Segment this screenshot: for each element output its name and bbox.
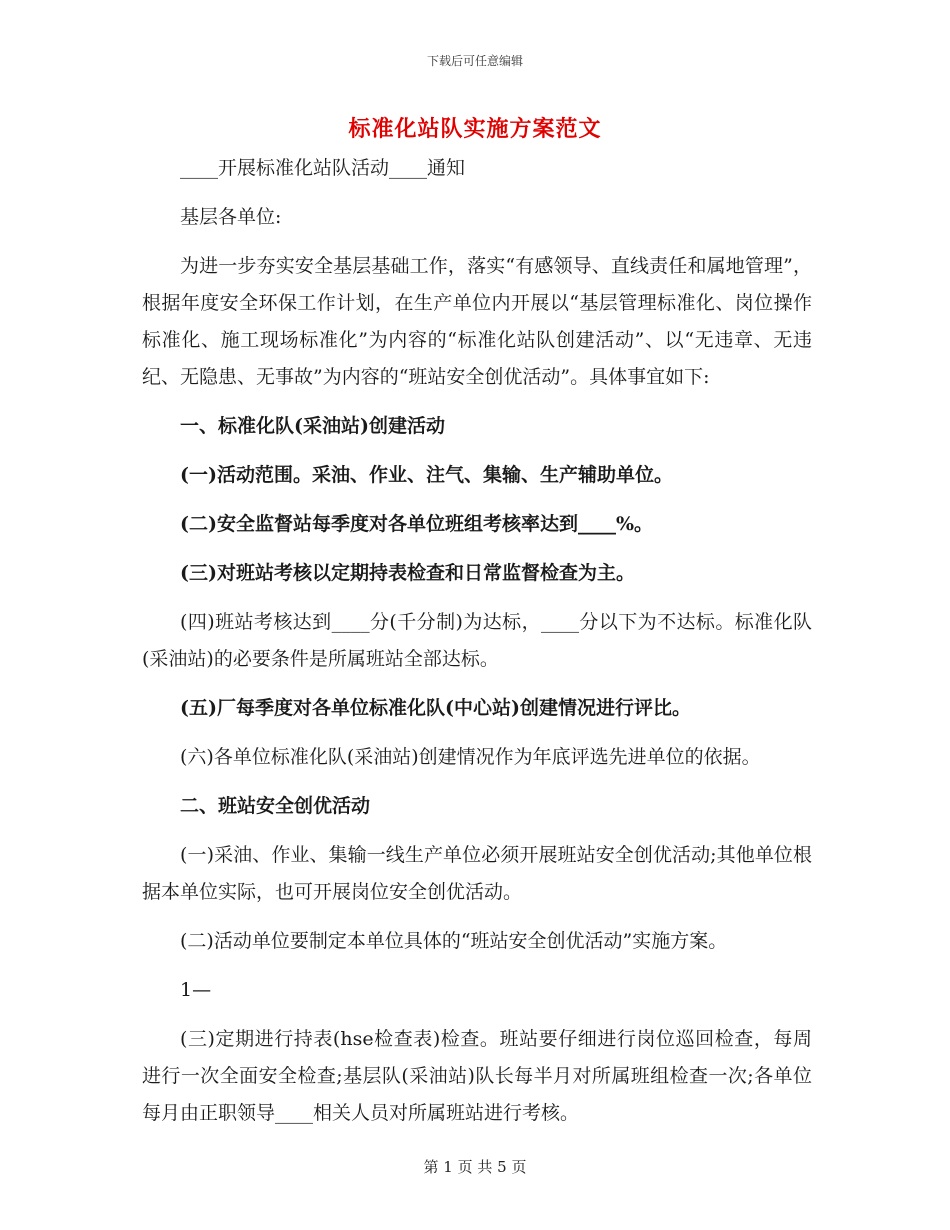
item-1-1: (一)活动范围。采油、作业、注气、集输、生产辅助单位。 [180,464,673,486]
item-1-3: (三)对班站考核以定期持表检查和日常监督检查为主。 [180,562,635,584]
document-body [142,150,812,1132]
item-2-2: (二)活动单位要制定本单位具体的“班站安全创优活动”实施方案。 [180,930,728,952]
intro-paragraph: 为进一步夯实安全基层基础工作，落实“有感领导、直线责任和属地管理”，根据年度安全环保工作计划，在生产单位内开展以“基层管理标准化、岗位操作标准化、施工现场标准化”为内容的“标准化站队创建活动”、以“无违章、无违纪、无隐患、无事故”为内容的“班站安全创优活动”。具体事宜如下: [142,255,812,388]
page-footer: 第 1 页 共 5 页 [423,1158,527,1176]
item-2-3: (三)定期进行持表(hse检查表)检查。班站要仔细进行岗位巡回检查，每周进行一次全面安全检查;基层队(采油站)队长每半月对所属班组检查一次;各单位每月由正职领导____相关人员对所属班站进行考核。 [142,1028,812,1124]
salutation: 基层各单位: [180,206,282,228]
page-header-note: 下载后可任意编辑 [426,54,523,68]
section-heading-2: 二、班站安全创优活动 [180,795,371,817]
notice-heading: ____开展标准化站队活动____通知 [180,157,466,179]
item-1-5: (五)厂每季度对各单位标准化队(中心站)创建情况进行评比。 [180,697,691,719]
section-heading-1: 一、标准化队(采油站)创建活动 [180,415,445,437]
document-title: 标准化站队实施方案范文 [348,116,602,142]
item-1-2: (二)安全监督站每季度对各单位班组考核率达到____%。 [180,513,654,535]
item-1-4: (四)班站考核达到____分(千分制)为达标，____分以下为不达标。标准化队(采油站)的必要条件是所属班站全部达标。 [142,611,812,670]
page-marker: 1— [180,979,212,1001]
item-2-1: (一)采油、作业、集输一线生产单位必须开展班站安全创优活动;其他单位根据本单位实际，也可开展岗位安全创优活动。 [142,844,812,903]
item-1-6: (六)各单位标准化队(采油站)创建情况作为年底评选先进单位的依据。 [180,746,761,768]
